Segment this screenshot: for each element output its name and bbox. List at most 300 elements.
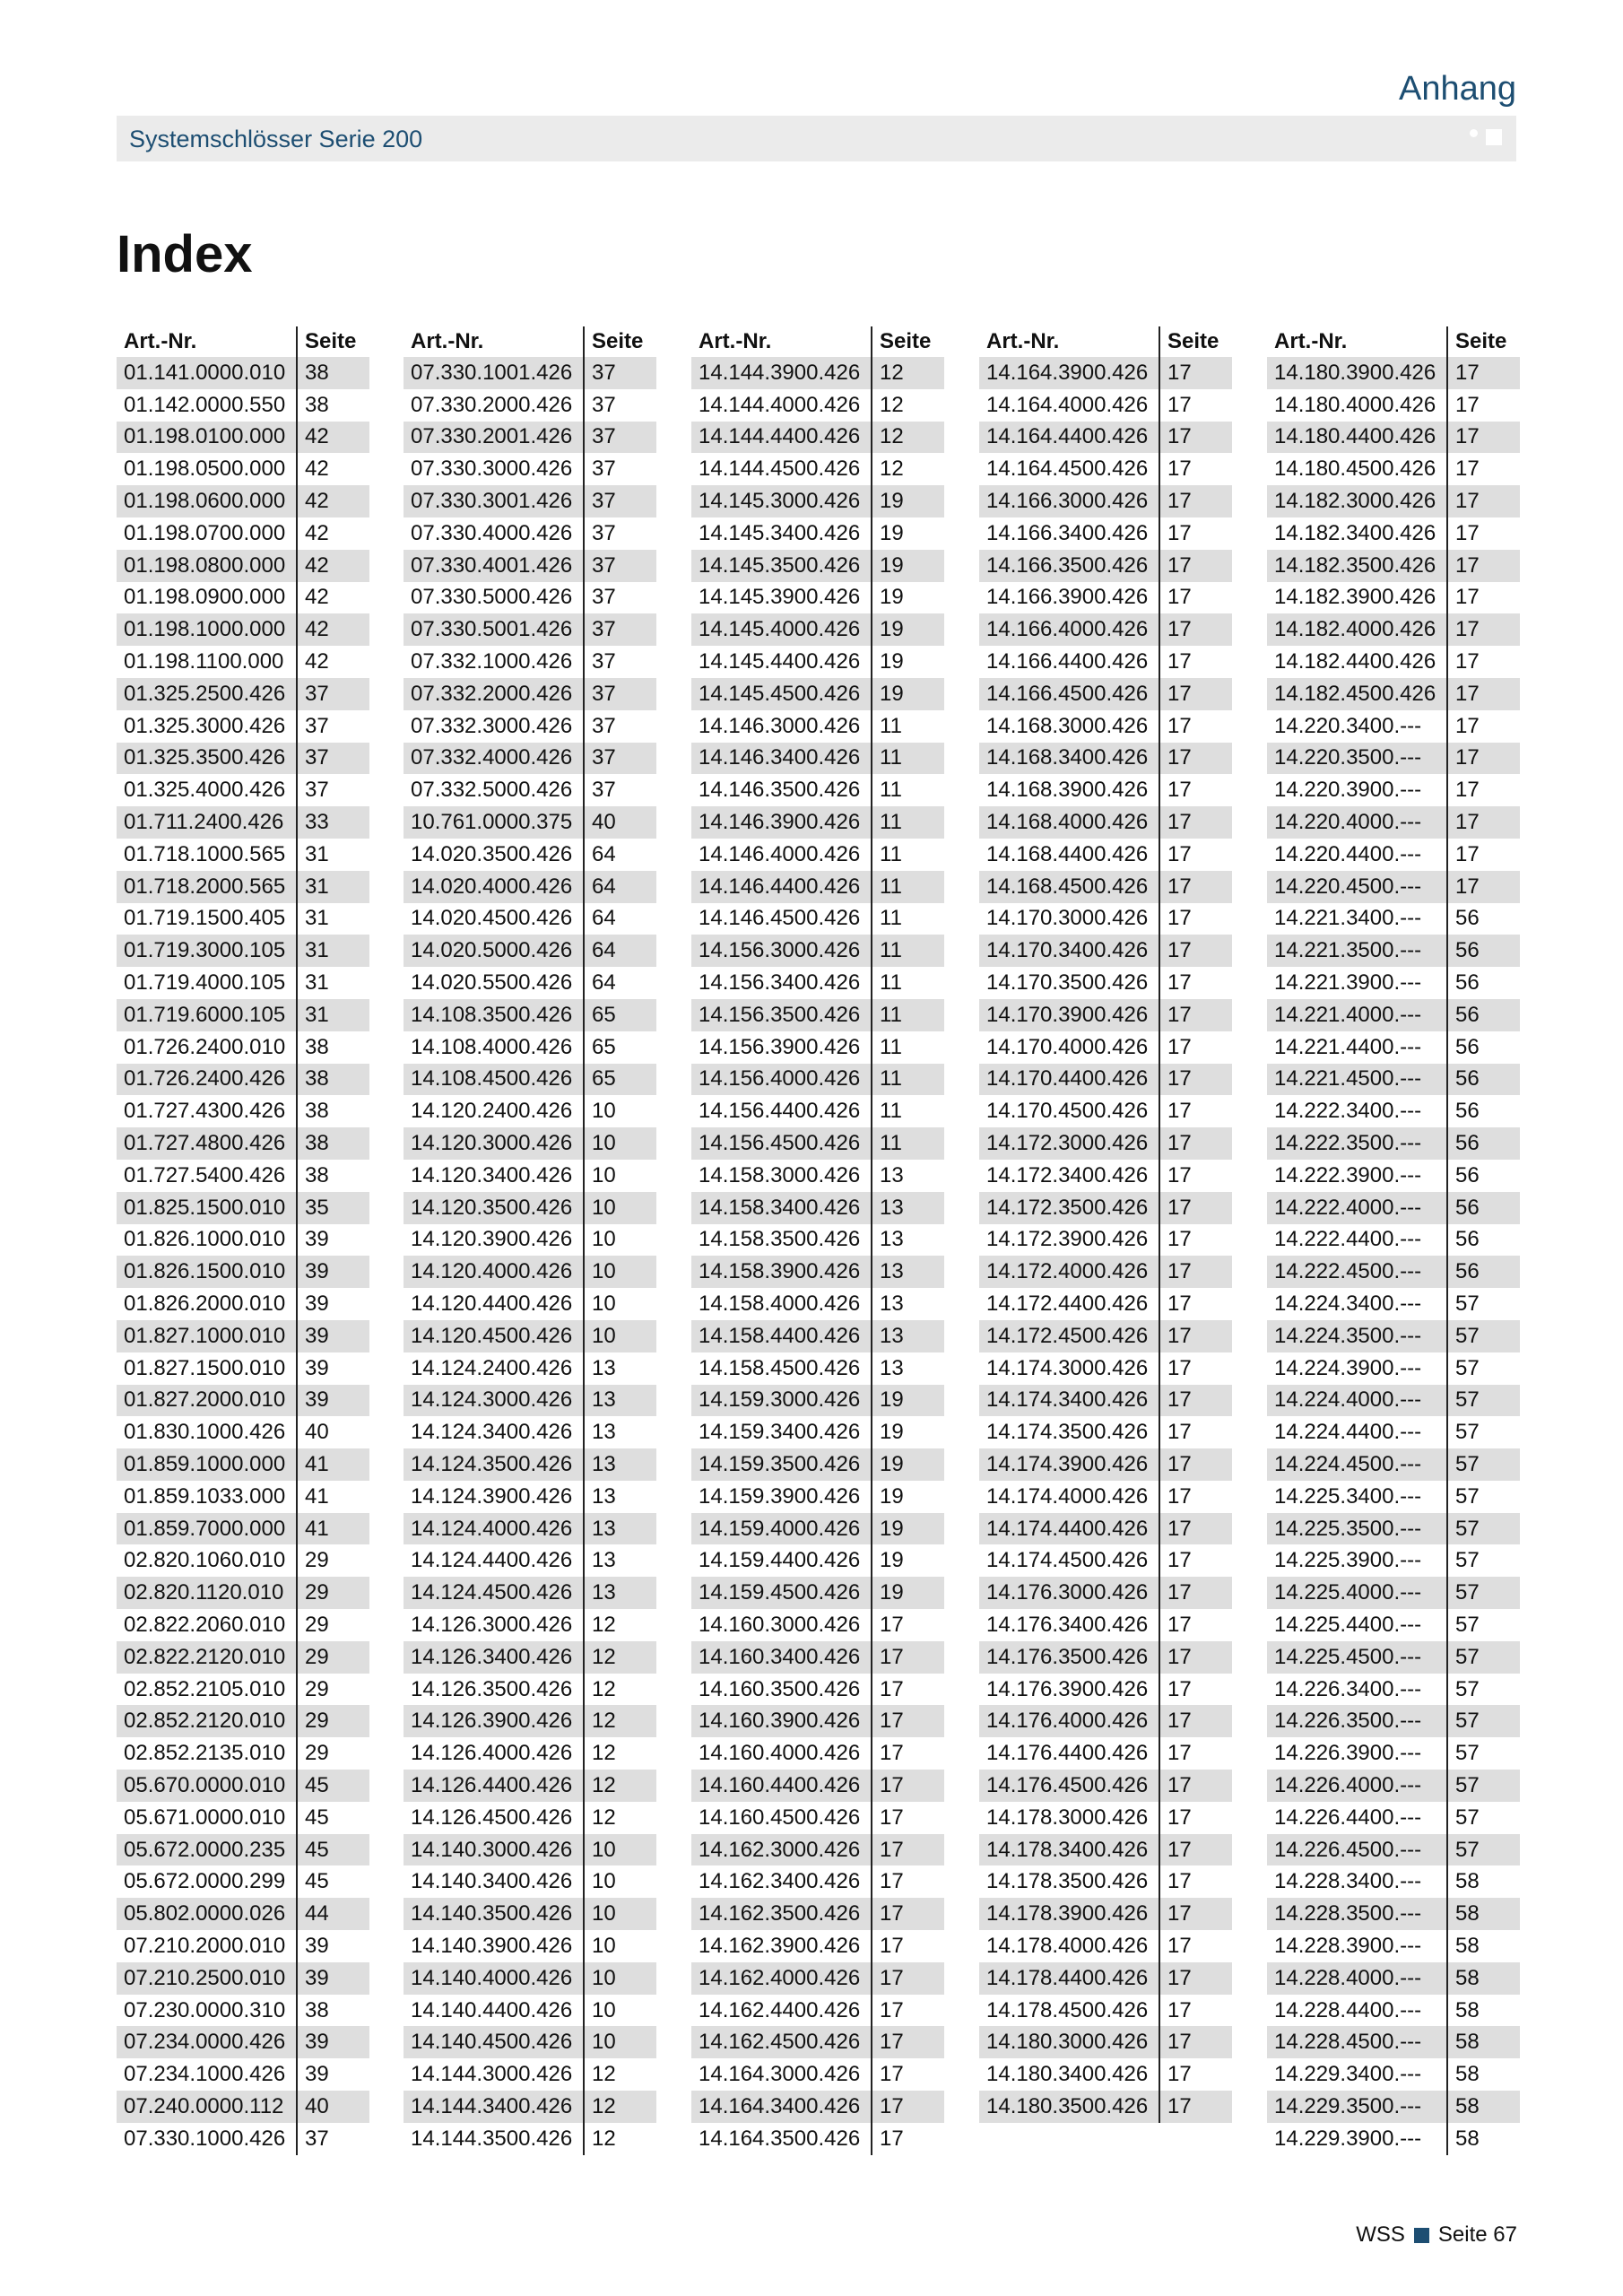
table-row: [979, 422, 1266, 454]
article-number: 14.168.3000.426: [986, 713, 1149, 738]
page-number: 17: [1446, 613, 1520, 646]
page-number: 31: [296, 935, 369, 967]
table-row: [1267, 1448, 1554, 1481]
table-row: [404, 1544, 690, 1577]
table-row: [691, 1962, 978, 1995]
page-number: 17: [1159, 678, 1232, 710]
table-row: [404, 1256, 690, 1288]
table-row: [404, 2091, 690, 2123]
table-row: [691, 613, 978, 646]
article-number: 14.159.3400.426: [699, 1420, 861, 1445]
table-row: [1267, 1481, 1554, 1513]
table-row: [979, 743, 1266, 775]
article-number: 14.158.4400.426: [691, 1320, 871, 1352]
article-number: 14.146.4000.426: [699, 841, 861, 866]
header-page: Seite: [1159, 326, 1232, 357]
table-row: [117, 1930, 404, 1962]
square-ornament-icon: [1486, 129, 1502, 145]
table-row: [979, 1544, 1266, 1577]
article-number: 14.144.4500.426: [699, 457, 861, 482]
article-number: 07.230.0000.310: [124, 1997, 286, 2022]
article-number: 14.162.4000.426: [691, 1962, 871, 1995]
page-number: 12: [583, 2058, 656, 2091]
article-number: 14.156.3500.426: [691, 999, 871, 1031]
table-row: [117, 453, 404, 485]
page-number: 17: [1159, 646, 1232, 678]
article-number: 14.145.3400.426: [699, 520, 861, 545]
article-number: 14.180.4000.426: [1274, 392, 1436, 417]
table-row: [117, 1160, 404, 1192]
table-row: [691, 485, 978, 517]
article-number: 14.180.3900.426: [1267, 357, 1446, 389]
table-row: [691, 453, 978, 485]
article-number: 14.160.3500.426: [699, 1676, 861, 1701]
table-row: [979, 2091, 1266, 2123]
article-number: 01.198.1100.000: [124, 649, 284, 674]
article-number: 14.176.4400.426: [986, 1741, 1149, 1766]
table-row: [1267, 678, 1554, 710]
page-number: 13: [583, 1448, 656, 1481]
page-number: 56: [1446, 1192, 1520, 1224]
page-number: 31: [296, 903, 369, 935]
footer-page-number: Seite 67: [1437, 2222, 1517, 2247]
article-number: 01.727.5400.426: [124, 1162, 286, 1187]
article-number: 01.825.1500.010: [117, 1192, 296, 1224]
article-number: 14.228.4400.---: [1274, 1997, 1422, 2022]
page-number: 17: [1159, 1866, 1232, 1898]
page-number: 58: [1446, 2026, 1520, 2058]
article-number: 14.222.3900.---: [1274, 1162, 1422, 1187]
table-row: [117, 1737, 404, 1770]
article-number: 14.156.4000.426: [691, 1064, 871, 1096]
article-number: 14.168.4400.426: [986, 841, 1149, 866]
table-row: [691, 1064, 978, 1096]
page-number: 11: [871, 839, 944, 871]
page-number: 38: [296, 357, 369, 389]
table-row: [1267, 646, 1554, 678]
article-number: 14.164.3500.426: [699, 2126, 861, 2151]
square-bullet-icon: [1414, 2228, 1429, 2243]
article-number: 14.220.3900.---: [1274, 778, 1422, 803]
table-row: [691, 1834, 978, 1866]
article-number: 14.144.3500.426: [411, 2126, 573, 2151]
page-number: 42: [296, 517, 369, 550]
table-row: [979, 774, 1266, 806]
table-row: [1267, 871, 1554, 903]
table-row: [404, 1866, 690, 1898]
page-number: 10: [583, 1930, 656, 1962]
page-number: 17: [1159, 1448, 1232, 1481]
page-number: 17: [1159, 806, 1232, 839]
table-row: [979, 1288, 1266, 1320]
table-row: [117, 1802, 404, 1834]
article-number: 14.124.3400.426: [411, 1420, 573, 1445]
table-row: [1267, 935, 1554, 967]
article-number: 14.158.3000.426: [699, 1162, 861, 1187]
page-number: 29: [296, 1609, 369, 1641]
article-number: 07.210.2000.010: [124, 1933, 286, 1958]
table-row: [117, 1834, 404, 1866]
table-row: [404, 485, 690, 517]
article-number: 14.145.3000.426: [691, 485, 871, 517]
table-row: [979, 1385, 1266, 1417]
page-number: 38: [296, 1127, 369, 1160]
table-row: [404, 1416, 690, 1448]
table-row: [1267, 2058, 1554, 2091]
article-number: 14.226.3500.---: [1267, 1705, 1446, 1737]
page-number: 12: [583, 2123, 656, 2155]
article-number: 01.859.1000.000: [117, 1448, 296, 1481]
article-number: 14.178.4000.426: [986, 1933, 1149, 1958]
column-header: [979, 326, 1266, 357]
header-article-number: Art.-Nr.: [986, 329, 1060, 353]
article-number: 14.126.3900.426: [404, 1705, 583, 1737]
article-number: 14.182.4500.426: [1267, 678, 1446, 710]
table-row: [404, 1834, 690, 1866]
article-number: 01.325.4000.426: [124, 778, 286, 803]
page-number: 17: [1159, 517, 1232, 550]
table-row: [404, 1031, 690, 1064]
table-row: [117, 839, 404, 871]
table-row: [117, 1481, 404, 1513]
article-number: 01.859.1033.000: [124, 1483, 286, 1509]
table-row: [404, 1513, 690, 1545]
table-row: [404, 1352, 690, 1385]
page-number: 12: [583, 1641, 656, 1674]
table-row: [1267, 1352, 1554, 1385]
page-number: 57: [1446, 1320, 1520, 1352]
table-row: [117, 1320, 404, 1352]
article-number: 07.330.2001.426: [404, 422, 583, 454]
table-row: [117, 774, 404, 806]
article-number: 14.159.3000.426: [691, 1385, 871, 1417]
table-row: [691, 1095, 978, 1127]
article-number: 14.174.3400.426: [979, 1385, 1159, 1417]
article-number: 01.719.6000.105: [117, 999, 296, 1031]
table-row: [691, 2091, 978, 2123]
article-number: 01.827.1000.010: [117, 1320, 296, 1352]
article-number: 05.672.0000.235: [117, 1834, 296, 1866]
table-row: [1267, 1674, 1554, 1706]
page-number: 17: [1159, 485, 1232, 517]
table-row: [117, 1641, 404, 1674]
page-number: 12: [871, 422, 944, 454]
table-row: [979, 1224, 1266, 1257]
page-number: 39: [296, 2026, 369, 2058]
table-row: [404, 1481, 690, 1513]
page-number: 65: [583, 1064, 656, 1096]
page-number: 38: [296, 1095, 369, 1127]
table-row: [691, 2123, 978, 2155]
page-number: 13: [583, 1577, 656, 1609]
table-row: [117, 550, 404, 582]
page-number: 17: [1159, 999, 1232, 1031]
article-number: 14.164.4000.426: [986, 392, 1149, 417]
article-number: 14.176.4000.426: [979, 1705, 1159, 1737]
page-number: 57: [1446, 1609, 1520, 1641]
article-number: 14.164.3000.426: [699, 2062, 861, 2087]
table-row: [117, 1256, 404, 1288]
page-number: 65: [583, 1031, 656, 1064]
article-number: 14.180.4400.426: [1267, 422, 1446, 454]
column-header: [691, 326, 978, 357]
page-number: 10: [583, 1898, 656, 1930]
article-number: 14.156.3000.426: [691, 935, 871, 967]
article-number: 14.170.3000.426: [986, 906, 1149, 931]
table-row: [979, 1481, 1266, 1513]
table-row: [691, 806, 978, 839]
article-number: 14.156.4400.426: [699, 1099, 861, 1124]
page-number: 64: [583, 903, 656, 935]
page-number: 37: [583, 774, 656, 806]
article-number: 14.166.4400.426: [986, 649, 1149, 674]
table-row: [404, 678, 690, 710]
table-row: [691, 1544, 978, 1577]
table-row: [404, 1609, 690, 1641]
article-number: 07.330.5001.426: [404, 613, 583, 646]
article-number: 14.158.3500.426: [699, 1227, 861, 1252]
page-number: 17: [1159, 1705, 1232, 1737]
page-number: 17: [1159, 389, 1232, 422]
article-number: 01.198.0100.000: [117, 422, 296, 454]
table-row: [404, 1095, 690, 1127]
article-number: 14.228.3500.---: [1267, 1898, 1446, 1930]
page-number: 17: [1159, 967, 1232, 999]
article-number: 14.228.4000.---: [1267, 1962, 1446, 1995]
page-number: 29: [296, 1577, 369, 1609]
page-number: 58: [1446, 2123, 1520, 2155]
page-number: 41: [296, 1448, 369, 1481]
article-number: 14.020.4000.426: [404, 871, 583, 903]
page-number: 58: [1446, 1962, 1520, 1995]
table-row: [404, 1192, 690, 1224]
page-number: 17: [1159, 1288, 1232, 1320]
table-row: [404, 1962, 690, 1995]
page-number: 56: [1446, 1064, 1520, 1096]
article-number: 14.176.3500.426: [979, 1641, 1159, 1674]
article-number: 14.162.4400.426: [699, 1997, 861, 2022]
article-number: 14.146.3900.426: [691, 806, 871, 839]
table-row: [117, 1866, 404, 1898]
table-row: [117, 935, 404, 967]
table-row: [691, 967, 978, 999]
page-number: 42: [296, 422, 369, 454]
page-number: 10: [583, 1320, 656, 1352]
table-row: [691, 1416, 978, 1448]
article-number: 07.332.1000.426: [411, 649, 573, 674]
article-number: 14.176.3400.426: [986, 1612, 1149, 1637]
article-number: 14.224.4000.---: [1267, 1385, 1446, 1417]
page-number: 19: [871, 1577, 944, 1609]
article-number: 14.140.3500.426: [404, 1898, 583, 1930]
page-number: 37: [583, 613, 656, 646]
page-number: 37: [583, 550, 656, 582]
article-number: 14.224.3900.---: [1274, 1355, 1422, 1380]
article-number: 14.108.4000.426: [411, 1034, 573, 1059]
page-number: 41: [296, 1481, 369, 1513]
table-row: [979, 517, 1266, 550]
table-row: [1267, 1770, 1554, 1802]
table-row: [1267, 1320, 1554, 1352]
table-row: [117, 2091, 404, 2123]
table-row: [117, 1385, 404, 1417]
page-number: 17: [1159, 357, 1232, 389]
article-number: 14.174.3900.426: [979, 1448, 1159, 1481]
page-number: 17: [871, 1705, 944, 1737]
table-row: [979, 839, 1266, 871]
page-number: 12: [583, 2091, 656, 2123]
article-number: 14.172.3500.426: [979, 1192, 1159, 1224]
article-number: 14.145.4500.426: [691, 678, 871, 710]
article-number: 14.224.4500.---: [1267, 1448, 1446, 1481]
article-number: 14.158.3900.426: [691, 1256, 871, 1288]
table-row: [691, 1192, 978, 1224]
page-number: 11: [871, 935, 944, 967]
article-number: 14.174.4400.426: [979, 1513, 1159, 1545]
article-number: 14.182.3500.426: [1267, 550, 1446, 582]
page-number: 13: [583, 1416, 656, 1448]
article-number: 01.711.2400.426: [117, 806, 296, 839]
article-number: 01.198.0700.000: [124, 520, 286, 545]
table-row: [691, 1224, 978, 1257]
article-number: 14.180.3000.426: [979, 2026, 1159, 2058]
article-number: 14.126.4000.426: [411, 1741, 573, 1766]
table-row: [117, 806, 404, 839]
table-row: [1267, 1705, 1554, 1737]
page-number: 17: [1159, 453, 1232, 485]
page-number: 37: [296, 774, 369, 806]
page-number: 13: [871, 1256, 944, 1288]
article-number: 14.178.3000.426: [986, 1805, 1149, 1830]
article-number: 14.174.4500.426: [986, 1548, 1149, 1573]
page-number: 17: [1159, 1095, 1232, 1127]
table-row: [117, 678, 404, 710]
table-row: [117, 613, 404, 646]
page-number: 56: [1446, 935, 1520, 967]
table-row: [117, 1513, 404, 1545]
article-number: 14.178.3900.426: [979, 1898, 1159, 1930]
table-row: [117, 1577, 404, 1609]
article-number: 14.222.4000.---: [1267, 1192, 1446, 1224]
article-number: 14.140.4400.426: [411, 1997, 573, 2022]
article-number: 07.332.4000.426: [404, 743, 583, 775]
article-number: 14.172.3000.426: [979, 1127, 1159, 1160]
article-number: 14.160.3000.426: [699, 1612, 861, 1637]
article-number: 14.160.3900.426: [691, 1705, 871, 1737]
article-number: 07.330.4001.426: [404, 550, 583, 582]
article-number: 07.234.0000.426: [117, 2026, 296, 2058]
page-number: 29: [296, 1674, 369, 1706]
page-number: 17: [1159, 1481, 1232, 1513]
article-number: 14.166.4000.426: [979, 613, 1159, 646]
table-row: [1267, 517, 1554, 550]
page-number: 56: [1446, 967, 1520, 999]
article-number: 14.166.3500.426: [979, 550, 1159, 582]
table-row: [404, 389, 690, 422]
page-number: 39: [296, 2058, 369, 2091]
table-row: [117, 1352, 404, 1385]
article-number: 07.330.5000.426: [411, 585, 573, 610]
table-row: [691, 743, 978, 775]
page-number: 19: [871, 678, 944, 710]
page-number: 29: [296, 1641, 369, 1674]
page-number: 57: [1446, 1352, 1520, 1385]
table-row: [404, 453, 690, 485]
article-number: 01.719.1500.405: [124, 906, 286, 931]
table-row: [1267, 1256, 1554, 1288]
page-number: 13: [583, 1352, 656, 1385]
article-number: 01.325.3000.426: [124, 713, 286, 738]
article-number: 14.168.3900.426: [986, 778, 1149, 803]
page-number: 12: [583, 1737, 656, 1770]
page-number: 57: [1446, 1416, 1520, 1448]
article-number: 14.162.4500.426: [691, 2026, 871, 2058]
table-row: [404, 967, 690, 999]
table-row: [1267, 422, 1554, 454]
table-row: [1267, 613, 1554, 646]
page-number: 45: [296, 1802, 369, 1834]
table-row: [1267, 550, 1554, 582]
page-number: 37: [583, 743, 656, 775]
article-number: 01.719.3000.105: [117, 935, 296, 967]
table-row: [117, 1416, 404, 1448]
page-number: 17: [1159, 839, 1232, 871]
article-number: 05.671.0000.010: [124, 1805, 286, 1830]
article-number: 14.120.2400.426: [411, 1099, 573, 1124]
table-row: [691, 1256, 978, 1288]
table-row: [404, 2026, 690, 2058]
article-number: 14.146.3000.426: [699, 713, 861, 738]
article-number: 14.144.4000.426: [699, 392, 861, 417]
table-row: [979, 1064, 1266, 1096]
article-number: 01.198.1000.000: [117, 613, 296, 646]
article-number: 05.672.0000.299: [124, 1869, 286, 1894]
page-number: 17: [1159, 710, 1232, 743]
table-row: [691, 839, 978, 871]
page-number: 39: [296, 1256, 369, 1288]
article-number: 14.124.3900.426: [411, 1483, 573, 1509]
article-number: 14.178.4500.426: [986, 1997, 1149, 2022]
table-row: [691, 903, 978, 935]
page-number: 13: [871, 1320, 944, 1352]
header-page: Seite: [296, 326, 369, 357]
table-row: [117, 1674, 404, 1706]
page-number: 17: [871, 2091, 944, 2123]
table-row: [691, 1930, 978, 1962]
page-number: 17: [871, 1898, 944, 1930]
table-row: [979, 678, 1266, 710]
table-row: [979, 710, 1266, 743]
page-number: 17: [1159, 1641, 1232, 1674]
article-number: 14.166.3900.426: [986, 585, 1149, 610]
page-number: 17: [1159, 871, 1232, 903]
article-number: 14.120.3500.426: [404, 1192, 583, 1224]
page-number: 11: [871, 1127, 944, 1160]
page-number: 13: [871, 1224, 944, 1257]
article-number: 14.145.3900.426: [699, 585, 861, 610]
table-row: [404, 1127, 690, 1160]
article-number: 14.140.4000.426: [404, 1962, 583, 1995]
article-number: 07.330.3001.426: [404, 485, 583, 517]
page-number: 17: [1159, 1995, 1232, 2027]
page-footer: [1356, 2222, 1517, 2248]
table-row: [979, 1448, 1266, 1481]
article-number: 14.159.4400.426: [699, 1548, 861, 1573]
table-row: [404, 550, 690, 582]
page-number: 17: [1159, 1577, 1232, 1609]
page-number: 17: [1159, 2026, 1232, 2058]
table-row: [117, 1544, 404, 1577]
